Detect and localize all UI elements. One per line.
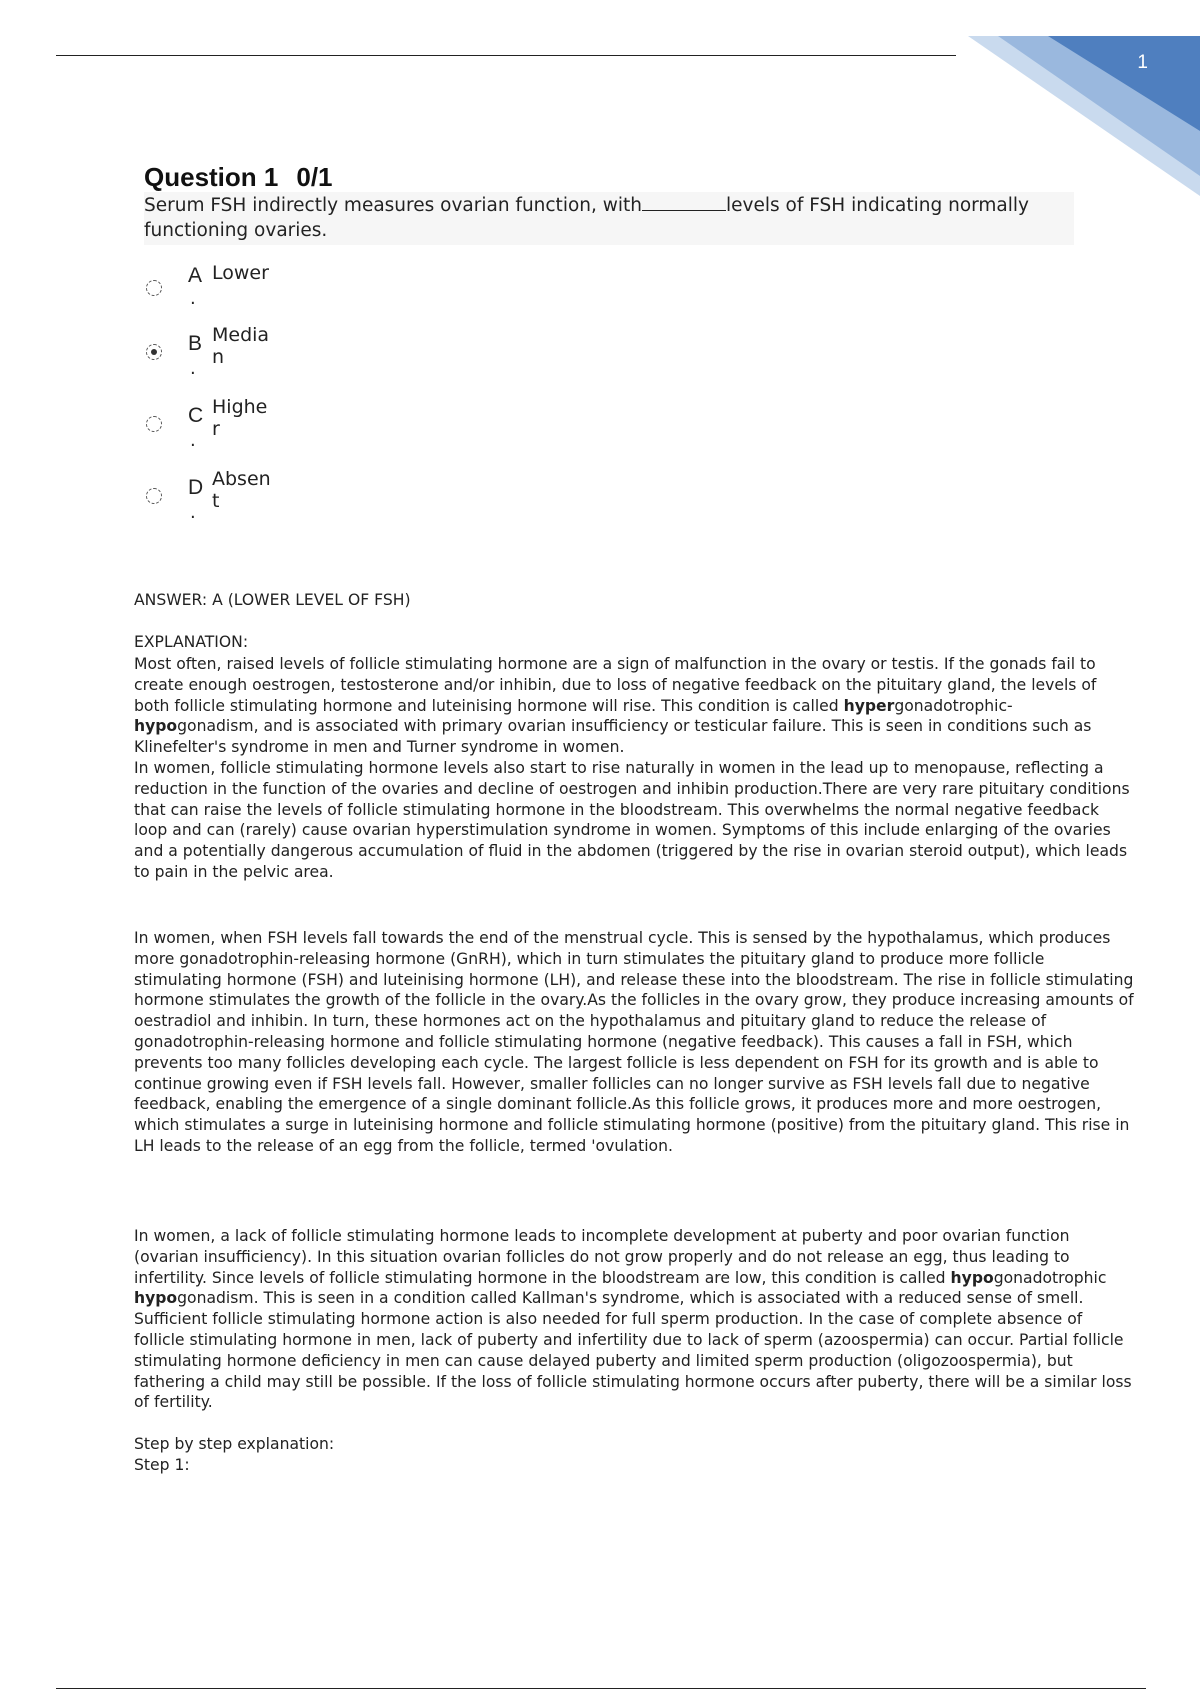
explanation-label: EXPLANATION: [134, 633, 249, 651]
option-letter: D [188, 476, 204, 499]
option-text: Median [212, 324, 270, 368]
option-letter: C [188, 404, 204, 427]
bold-run: hyper [843, 696, 895, 715]
option-letter: A [188, 264, 203, 287]
radio-icon[interactable] [146, 488, 162, 504]
option-b[interactable] [144, 322, 444, 392]
radio-icon[interactable] [146, 416, 162, 432]
question-title: Question 1 [144, 162, 279, 192]
question-heading [144, 162, 333, 193]
stem-text-after: levels of FSH indicating normally functioning ovaries. [144, 195, 1029, 241]
paragraph-3b: Sufficient follicle stimulating hormone action is also needed for full sperm production. In the case of complete absence of follicle stimulating hormone in men, lack of puberty and infertility due to lack of sperm (azoospermia) can occur. Partial follicle stimulating hormone deficiency in men can cause delayed puberty and limited sperm production (oligozoospermia), but fathering a child may still be possible. If the loss of follicle stimulating hormone occurs after puberty, there will be a similar loss of fertility. [134, 1310, 1132, 1412]
radio-icon[interactable] [146, 280, 162, 296]
step-intro: Step by step explanation: [134, 1435, 335, 1453]
option-text: Higher [212, 396, 268, 440]
corner-decoration [968, 36, 1200, 196]
paragraph-1a [134, 654, 1134, 758]
bold-run: hypo [134, 1289, 178, 1308]
text-run: Most often, raised levels of follicle stimulating hormone are a sign of malfunction in the ovary or testis. If the gonads fail to create enough oestrogen, testosterone and/or inhibin, due to loss of negative feedback on the pituitary gland, the levels of both follicle stimulating hormone and luteinising hormone will rise. This condition is called [134, 655, 1097, 715]
stem-text-before: Serum FSH indirectly measures ovarian function, with [144, 195, 643, 216]
question-stem [144, 192, 1074, 245]
option-dot: . [190, 288, 196, 309]
text-run: gonadism, and is associated with primary ovarian insufficiency or testicular failure. This is seen in conditions such as Klinefelter's syndrome in men and Turner syndrome in women. [134, 717, 1092, 757]
option-dot: . [190, 430, 196, 451]
header-rule [56, 55, 956, 56]
text-run: gonadism. This is seen in a condition called Kallman's syndrome, which is associated with a reduced sense of smell. [177, 1289, 1084, 1308]
option-d[interactable] [144, 466, 444, 536]
bold-run: hypo [134, 717, 178, 736]
option-dot: . [190, 502, 196, 523]
option-a[interactable] [144, 258, 444, 328]
text-run: gonadotrophic- [894, 696, 1013, 715]
option-dot: . [190, 358, 196, 379]
text-run: In women, a lack of follicle stimulating hormone leads to incomplete development at puberty and poor ovarian function (ovarian insufficiency). In this situation ovarian follicles do not grow properly and do not release an egg, thus leading to infertility. Since levels of follicle stimulating hormone in the bloodstream are low, this condition is called [134, 1227, 1070, 1287]
paragraph-1b: In women, follicle stimulating hormone levels also start to rise naturally in women in the lead up to menopause, reflecting a reduction in the function of the ovaries and decline of oestrogen and inhibin production.There are very rare pituitary conditions that can raise the levels of follicle stimulating hormone in the bloodstream. This overwhelms the normal negative feedback loop and can (rarely) cause ovarian hyperstimulation syndrome in women. Symptoms of this include enlarging of the ovaries and a potentially dangerous accumulation of fluid in the abdomen (triggered by the rise in ovarian steroid output), which leads to pain in the pelvic area. [134, 758, 1130, 881]
page-number: 1 [1137, 52, 1148, 73]
answer-line: ANSWER: A (LOWER LEVEL OF FSH) [134, 591, 411, 609]
footer-rule [56, 1688, 1146, 1689]
radio-selected-icon[interactable] [146, 344, 162, 360]
option-text: Lower [212, 262, 269, 284]
option-c[interactable] [144, 394, 444, 464]
question-score: 0/1 [296, 162, 333, 192]
explanation-paragraph-3 [134, 1226, 1134, 1413]
explanation-paragraph-1 [134, 654, 1134, 883]
option-text: Absent [212, 468, 271, 512]
step-1-label: Step 1: [134, 1455, 190, 1474]
bold-run: hypo [950, 1268, 994, 1287]
explanation-paragraph-2: In women, when FSH levels fall towards the end of the menstrual cycle. This is sensed by the hypothalamus, which produces more gonadotrophin-releasing hormone (GnRH), which in turn stimulates the pituitary gland to produce more follicle stimulating hormone (FSH) and luteinising hormone (LH), and release these into the bloodstream. The rise in follicle stimulating hormone stimulates the growth of the follicle in the ovary.As the follicles in the ovary grow, they produce increasing amounts of oestradiol and inhibin. In turn, these hormones act on the hypothalamus and pituitary gland to reduce the release of gonadotrophin-releasing hormone and follicle stimulating hormone (negative feedback). This causes a fall in FSH, which prevents too many follicles developing each cycle. The largest follicle is less dependent on FSH for its growth and is able to continue growing even if FSH levels fall. However, smaller follicles can no longer survive as FSH levels fall due to negative feedback, enabling the emergence of a single dominant follicle.As this follicle grows, it produces more and more oestrogen, which stimulates a surge in luteinising hormone and follicle stimulating hormone (positive) from the pituitary gland. This rise in LH leads to the release of an egg from the follicle, termed 'ovulation. [134, 929, 1134, 1155]
answer-blank [642, 192, 726, 211]
option-letter: B [188, 332, 203, 355]
paragraph-3a [134, 1226, 1134, 1309]
steps-block [134, 1434, 1134, 1476]
text-run: gonadotrophic [993, 1268, 1107, 1287]
